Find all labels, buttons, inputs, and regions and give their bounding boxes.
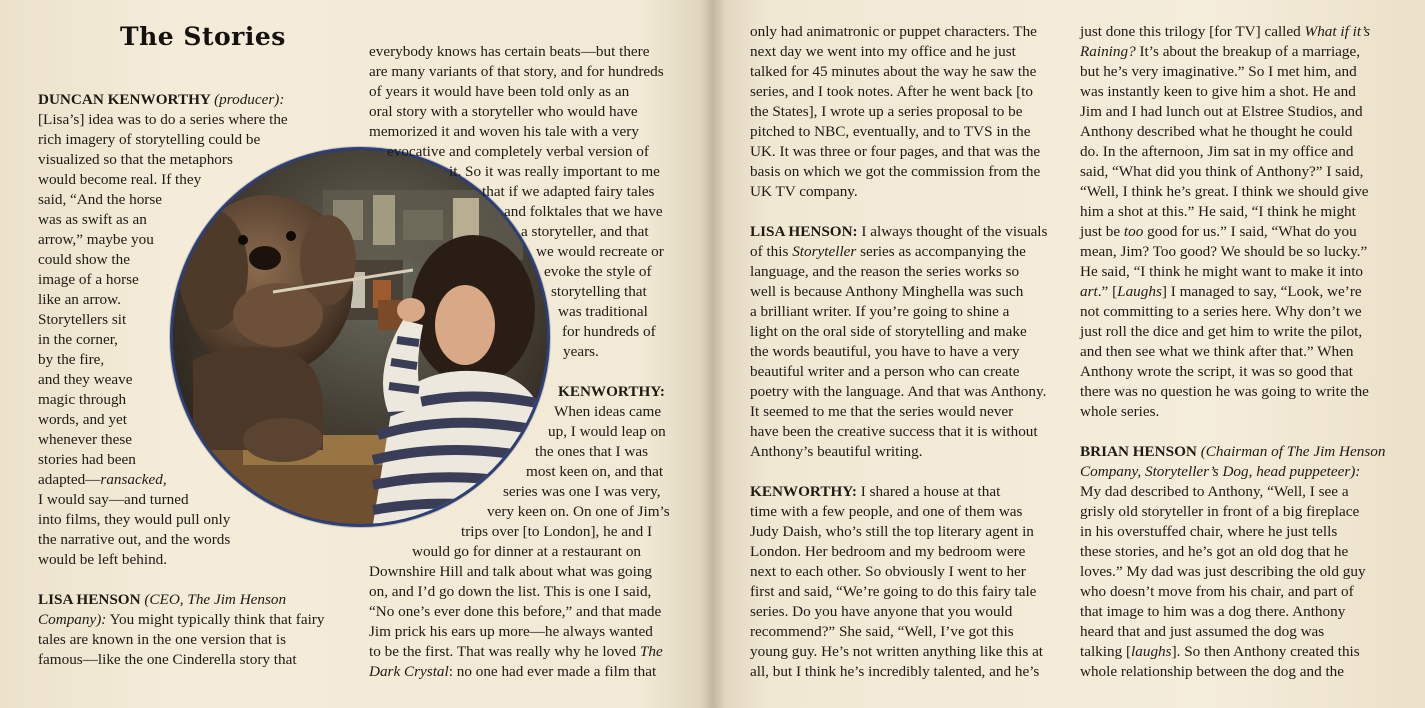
text-line <box>750 22 1047 42</box>
body-text: You might typically think that fairy <box>106 611 325 628</box>
text-line <box>387 142 670 162</box>
body-text: just done this trilogy [for TV] called <box>1080 23 1305 40</box>
body-text: light on the oral side of storytelling and make <box>750 323 1027 340</box>
text-line <box>1080 662 1385 682</box>
body-text: I shared a house at that <box>856 483 1001 500</box>
text-line <box>1080 582 1385 602</box>
text-line <box>1080 382 1385 402</box>
body-text: talked for 45 minutes about the way he saw the <box>750 63 1037 80</box>
text-line <box>563 342 670 362</box>
body-text: heard that and just assumed the dog was <box>1080 623 1325 640</box>
text-line <box>750 342 1047 362</box>
italic-text: Laughs <box>1117 283 1162 300</box>
body-text: UK. It was three or four pages, and that was the <box>750 143 1041 160</box>
text-line <box>750 222 1047 242</box>
body-text: whenever these <box>38 431 133 448</box>
italic-text: laughs <box>1131 643 1172 660</box>
body-text: “Well, I think he’s great. I think we should give <box>1080 183 1369 200</box>
text-line <box>750 62 1047 82</box>
italic-text: The <box>639 643 663 660</box>
text-line <box>1080 362 1385 382</box>
body-text: it. So it was really important to me <box>449 163 660 180</box>
text-line <box>750 362 1047 382</box>
italic-text: (producer): <box>214 91 285 108</box>
body-text: that image to him was a dog there. Anthony <box>1080 603 1346 620</box>
body-text: and they weave <box>38 371 133 388</box>
text-line <box>1080 102 1385 122</box>
text-line <box>521 222 670 242</box>
italic-text: Company): <box>38 611 107 628</box>
text-line <box>1080 142 1385 162</box>
body-text: but he’s very imaginative.” So I met him, and <box>1080 63 1357 80</box>
body-text: mean, Jim? Too good? We should be so lucky.” <box>1080 243 1368 260</box>
text-line <box>1080 162 1385 182</box>
text-line <box>1080 42 1385 62</box>
body-text: said, “What did you think of Anthony?” I said, <box>1080 163 1364 180</box>
body-text: ]. So then Anthony created this <box>1171 643 1360 660</box>
body-text: When ideas came <box>554 403 662 420</box>
text-line <box>1080 62 1385 82</box>
body-text: that if we adapted fairy tales <box>482 183 655 200</box>
body-text: famous—like the one Cinderella story that <box>38 651 297 668</box>
text-line <box>1080 282 1385 302</box>
body-text: only had animatronic or puppet characters. The <box>750 23 1037 40</box>
body-text: evoke the style of <box>544 263 652 280</box>
text-line <box>1080 262 1385 282</box>
text-line <box>536 242 670 262</box>
body-text: the ones that I was <box>535 443 649 460</box>
body-text: He said, “I think he might want to make it into <box>1080 263 1364 280</box>
italic-text: art <box>1080 283 1098 300</box>
body-text: Jim prick his ears up more—he always wanted <box>369 623 653 640</box>
body-text: evocative and completely verbal version of <box>387 143 649 160</box>
text-line <box>369 562 670 582</box>
text-line <box>1080 442 1385 462</box>
text-line <box>1080 482 1385 502</box>
text-line <box>750 602 1047 622</box>
body-text: loves.” My dad was just describing the old guy <box>1080 563 1366 580</box>
text-line <box>750 382 1047 402</box>
speaker-name: DUNCAN KENWORTHY <box>38 91 215 108</box>
text-line <box>750 662 1047 682</box>
body-text: UK TV company. <box>750 183 858 200</box>
body-text: these stories, and he’s got an old dog that he <box>1080 543 1349 560</box>
body-text: said, “And the horse <box>38 191 162 208</box>
text-line <box>750 302 1047 322</box>
body-text: and folktales that we have <box>504 203 663 220</box>
body-text: who doesn’t move from his chair, and part of <box>1080 583 1354 600</box>
text-line <box>750 522 1047 542</box>
text-line <box>1080 322 1385 342</box>
body-text: Downshire Hill and talk about what was going <box>369 563 653 580</box>
body-text: we would recreate or <box>536 243 664 260</box>
text-line <box>1080 502 1385 522</box>
body-text: Anthony described what he thought he could <box>1080 123 1353 140</box>
italic-text: (Chairman of The Jim Henson <box>1200 443 1386 460</box>
body-text: My dad described to Anthony, “Well, I see a <box>1080 483 1349 500</box>
body-text: in the corner, <box>38 331 118 348</box>
text-line <box>369 122 670 142</box>
text-line <box>1080 182 1385 202</box>
body-text: basis on which we got the commission from the <box>750 163 1041 180</box>
text-line <box>750 42 1047 62</box>
body-text: “No one’s ever done this before,” and that made <box>369 603 662 620</box>
body-text: well is because Anthony Minghella was such <box>750 283 1024 300</box>
text-line <box>369 102 670 122</box>
text-line <box>750 582 1047 602</box>
body-text: Jim and I had lunch out at Elstree Studios, and <box>1080 103 1363 120</box>
italic-text: Raining? <box>1080 43 1136 60</box>
body-text: there was no question he was going to write the <box>1080 383 1369 400</box>
text-line <box>1080 622 1385 642</box>
body-text: have been the creative success that it is without <box>750 423 1038 440</box>
text-line <box>1080 82 1385 102</box>
book-gutter <box>700 0 726 708</box>
body-text: words, and yet <box>38 411 127 428</box>
text-line <box>750 282 1047 302</box>
body-text: I always thought of the visuals <box>857 223 1048 240</box>
text-line <box>750 162 1047 182</box>
body-text: image of a horse <box>38 271 139 288</box>
body-text: , <box>162 471 167 488</box>
column-2 <box>0 42 670 682</box>
text-line <box>1080 542 1385 562</box>
body-text: could show the <box>38 251 130 268</box>
body-text: pitched to NBC, eventually, and to TVS in the <box>750 123 1031 140</box>
body-text: for hundreds of <box>562 323 656 340</box>
text-line <box>558 302 670 322</box>
text-line <box>369 642 670 662</box>
text-line <box>369 662 670 682</box>
text-line <box>1080 242 1385 262</box>
text-line <box>544 262 670 282</box>
text-line <box>1080 402 1385 422</box>
body-text: would become real. If they <box>38 171 202 188</box>
body-text: tales are known in the one version that is <box>38 631 286 648</box>
body-text: arrow,” maybe you <box>38 231 154 248</box>
body-text: next to each other. So obviously I went to her <box>750 563 1026 580</box>
text-line <box>504 202 670 222</box>
text-line <box>369 602 670 622</box>
body-text: years. <box>563 343 599 360</box>
text-line <box>535 442 670 462</box>
body-text: poetry with the language. And that was Anthony. <box>750 383 1047 400</box>
body-text: by the fire, <box>38 351 105 368</box>
body-text: Anthony’s beautiful writing. <box>750 443 923 460</box>
text-line <box>750 562 1047 582</box>
column-4 <box>1080 22 1385 682</box>
italic-text: too <box>1123 223 1144 240</box>
body-text: It seemed to me that the series would never <box>750 403 1014 420</box>
body-text: would go for dinner at a restaurant on <box>412 543 642 560</box>
body-text: young guy. He’s not written anything like this at <box>750 643 1044 660</box>
body-text: up, I would leap on <box>548 423 666 440</box>
text-line <box>750 422 1047 442</box>
text-line <box>1080 642 1385 662</box>
text-line <box>750 642 1047 662</box>
text-line <box>482 182 670 202</box>
body-text: [Lisa’s] idea was to do a series where the <box>38 111 288 128</box>
text-line <box>750 442 1047 462</box>
text-line <box>1080 202 1385 222</box>
body-text: Judy Daish, who’s still the top literary agent in <box>750 523 1034 540</box>
body-text: was instantly keen to give him a shot. He and <box>1080 83 1356 100</box>
text-line <box>750 262 1047 282</box>
body-text: adapted— <box>38 471 101 488</box>
body-text: whole series. <box>1080 403 1160 420</box>
body-text: series as accompanying the <box>856 243 1026 260</box>
speaker-name: LISA HENSON <box>38 591 145 608</box>
text-line <box>750 182 1047 202</box>
body-text: magic through <box>38 391 127 408</box>
text-line <box>750 542 1047 562</box>
text-line <box>369 42 670 62</box>
body-text: into films, they would pull only <box>38 511 231 528</box>
text-line <box>750 402 1047 422</box>
text-line <box>551 282 670 302</box>
text-line <box>1080 22 1385 42</box>
body-text: on, and I’d go down the list. This is one I said, <box>369 583 652 600</box>
text-line <box>449 162 670 182</box>
body-text: Storytellers sit <box>38 311 127 328</box>
text-line <box>750 142 1047 162</box>
body-text: ] I managed to say, “Look, we’re <box>1161 283 1362 300</box>
text-line <box>554 402 670 422</box>
text-line <box>750 622 1047 642</box>
body-text: grisly old storyteller in front of a big fireplace <box>1080 503 1360 520</box>
body-text: series. Do you have anyone that you would <box>750 603 1013 620</box>
body-text: the narrative out, and the words <box>38 531 231 548</box>
text-line <box>750 502 1047 522</box>
body-text: and then see what we think after that.” When <box>1080 343 1354 360</box>
body-text: would be left behind. <box>38 551 168 568</box>
text-line <box>503 482 670 502</box>
body-text: time with a few people, and one of them was <box>750 503 1023 520</box>
body-text: a storyteller, and that <box>521 223 649 240</box>
body-text: not committing to a series here. Why don’t we <box>1080 303 1362 320</box>
body-text: whole relationship between the dog and the <box>1080 663 1345 680</box>
text-line <box>369 82 670 102</box>
body-text: good for us.” I said, “What do you <box>1143 223 1357 240</box>
speaker-name: LISA HENSON: <box>750 223 858 240</box>
body-text: of years it would have been told only as an <box>369 83 630 100</box>
text-line <box>750 102 1047 122</box>
italic-text: ransacked <box>100 471 163 488</box>
speaker-name: KENWORTHY: <box>558 383 665 400</box>
body-text: like an arrow. <box>38 291 121 308</box>
body-text: .” [ <box>1097 283 1118 300</box>
text-line <box>369 622 670 642</box>
text-line <box>526 462 670 482</box>
body-text: the words beautiful, you have to have a very <box>750 343 1020 360</box>
body-text: was traditional <box>558 303 648 320</box>
text-line <box>412 542 670 562</box>
speaker-name: KENWORTHY: <box>750 483 857 500</box>
body-text: London. Her bedroom and my bedroom were <box>750 543 1026 560</box>
body-text: him a shot at this.” He said, “I think he might <box>1080 203 1356 220</box>
body-text: everybody knows has certain beats—but there <box>369 43 650 60</box>
body-text: beautiful writer and a person who can create <box>750 363 1020 380</box>
body-text: : no one had ever made a film that <box>448 663 657 680</box>
italic-text: Storyteller <box>792 243 857 260</box>
body-text: the States], I wrote up a series proposal to be <box>750 103 1023 120</box>
italic-text: Dark Crystal <box>369 663 449 680</box>
body-text: series, and I took notes. After he went back [to <box>750 83 1033 100</box>
body-text: stories had been <box>38 451 136 468</box>
body-text: all, but I think he’s incredibly talented, and he’s <box>750 663 1040 680</box>
column-3 <box>750 22 1047 682</box>
italic-text: Company, Storyteller’s Dog, head puppeteer): <box>1080 463 1361 480</box>
body-text: next day we went into my office and he just <box>750 43 1016 60</box>
body-text: do. In the afternoon, Jim sat in my office and <box>1080 143 1354 160</box>
text-line <box>558 382 670 402</box>
body-text: rich imagery of storytelling could be <box>38 131 261 148</box>
text-line <box>1080 462 1385 482</box>
text-line <box>750 482 1047 502</box>
speaker-name: BRIAN HENSON <box>1080 443 1201 460</box>
text-line <box>487 502 670 522</box>
text-line <box>562 322 670 342</box>
page-title: The Stories <box>120 22 286 51</box>
body-text: It’s about the breakup of a marriage, <box>1135 43 1361 60</box>
body-text: of this <box>750 243 793 260</box>
body-text: visualized so that the metaphors <box>38 151 233 168</box>
text-line <box>369 62 670 82</box>
body-text: are many variants of that story, and for hundreds <box>369 63 664 80</box>
body-text: just be <box>1080 223 1124 240</box>
body-text: recommend?” She said, “Well, I’ve got this <box>750 623 1014 640</box>
text-line <box>369 582 670 602</box>
text-line <box>1080 562 1385 582</box>
body-text: first and said, “We’re going to do this fairy tale <box>750 583 1037 600</box>
body-text: storytelling that <box>551 283 647 300</box>
italic-text: (CEO, The Jim Henson <box>144 591 287 608</box>
body-text: was as swift as an <box>38 211 147 228</box>
body-text: memorized it and woven his tale with a very <box>369 123 639 140</box>
text-line <box>1080 302 1385 322</box>
text-line <box>1080 122 1385 142</box>
text-line <box>1080 342 1385 362</box>
text-line <box>750 242 1047 262</box>
body-text: oral story with a storyteller who would have <box>369 103 638 120</box>
body-text: Anthony wrote the script, it was so good that <box>1080 363 1353 380</box>
text-line <box>1080 222 1385 242</box>
body-text: to be the first. That was really why he loved <box>369 643 640 660</box>
body-text: most keen on, and that <box>526 463 664 480</box>
body-text: talking [ <box>1080 643 1132 660</box>
body-text: series was one I was very, <box>503 483 661 500</box>
body-text: just roll the dice and get him to write the pilot, <box>1080 323 1363 340</box>
body-text: a brilliant writer. If you’re going to shine a <box>750 303 1010 320</box>
body-text: language, and the reason the series works so <box>750 263 1020 280</box>
body-text: very keen on. On one of Jim’s <box>487 503 670 520</box>
body-text: I would say—and turned <box>38 491 189 508</box>
body-text: in his overstuffed chair, where he just tells <box>1080 523 1338 540</box>
text-line <box>750 122 1047 142</box>
text-line <box>750 82 1047 102</box>
body-text: trips over [to London], he and I <box>461 523 653 540</box>
italic-text: What if it’s <box>1304 23 1371 40</box>
text-line <box>461 522 670 542</box>
text-line <box>1080 522 1385 542</box>
text-line <box>548 422 670 442</box>
text-line <box>750 322 1047 342</box>
text-line <box>1080 602 1385 622</box>
